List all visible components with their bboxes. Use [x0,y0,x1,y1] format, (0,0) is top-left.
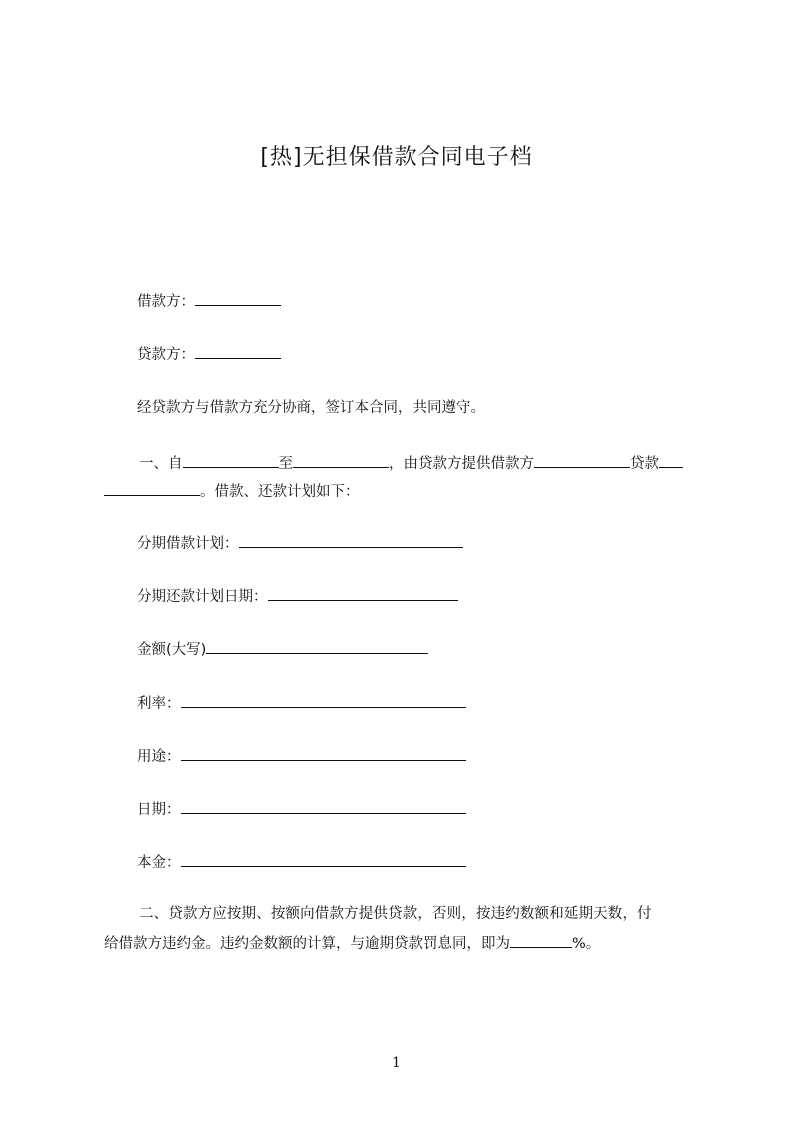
start-date-blank[interactable] [183,452,279,468]
clause2-line2 [104,932,600,954]
clause2-text: 给借款方违约金。违约金数额的计算，与逾期贷款罚息同，即为 [104,936,510,952]
loan-type-blank[interactable] [534,452,630,468]
lender-line [137,343,281,365]
repayment-date-blank[interactable] [268,585,458,601]
clause1-mid: ，由贷款方提供借款方 [389,456,534,472]
loan-amount-blank-a[interactable] [659,452,683,468]
clause1-end: 。借款、还款计划如下： [200,484,360,500]
amount-blank[interactable] [206,638,428,654]
purpose-label: 用途： [137,749,181,765]
borrower-label: 借款方： [137,294,195,310]
installment-plan-blank[interactable] [239,532,463,548]
clause2-suffix: %。 [572,936,601,952]
lender-blank[interactable] [195,343,281,359]
date-line [137,798,466,820]
purpose-line [137,745,466,767]
page-number: 1 [392,1055,401,1071]
repayment-date-line [137,585,458,607]
principal-blank[interactable] [181,851,466,867]
date-blank[interactable] [181,798,466,814]
loan-amount-blank-b[interactable] [104,480,200,496]
principal-line [137,851,466,873]
installment-plan-label: 分期借款计划： [137,536,239,552]
amount-line [137,638,428,660]
principal-label: 本金： [137,855,181,871]
penalty-rate-blank[interactable] [510,932,572,948]
purpose-blank[interactable] [181,745,466,761]
end-date-blank[interactable] [293,452,389,468]
borrower-line [137,290,281,312]
lender-label: 贷款方： [137,347,195,363]
clause2-line1: 二、贷款方应按期、按额向借款方提供贷款，否则，按违约数额和延期天数，付 [139,906,652,922]
installment-plan-line [137,532,463,554]
repayment-date-label: 分期还款计划日期： [137,589,268,605]
clause1-to: 至 [278,456,293,472]
clause1-prefix: 一、自 [139,456,183,472]
amount-label: 金额(大写) [137,642,207,658]
interest-rate-line [137,692,466,714]
clause1-line2 [104,480,360,502]
borrower-blank[interactable] [195,290,281,306]
interest-rate-blank[interactable] [181,692,466,708]
document-title: [热]无担保借款合同电子档 [260,145,533,170]
clause1-loan: 贷款 [630,456,659,472]
date-label: 日期： [137,802,181,818]
clause1-line1 [139,452,683,474]
interest-rate-label: 利率： [137,696,181,712]
preamble-text: 经贷款方与借款方充分协商，签订本合同，共同遵守。 [137,400,485,416]
